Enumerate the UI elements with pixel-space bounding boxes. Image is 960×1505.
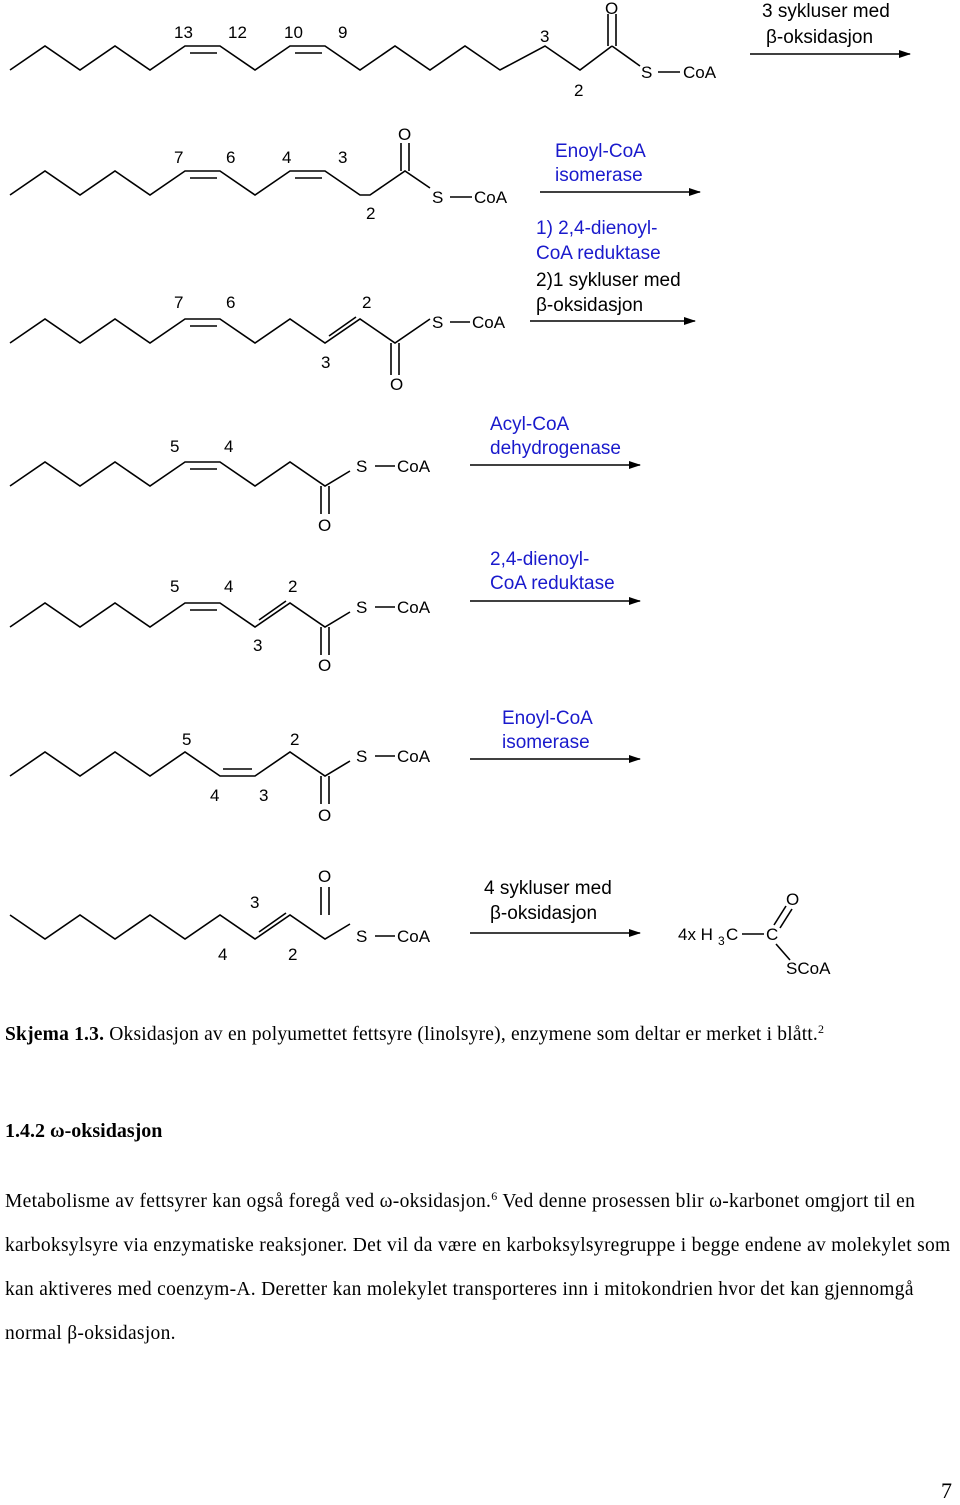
coa-group: CoA	[683, 63, 717, 82]
molecule-intermediate-1	[10, 125, 508, 223]
coa-group: CoA	[397, 747, 431, 766]
enzyme-label: 1) 2,4-dienoyl-	[536, 218, 658, 239]
arrow-label: β-oksidasjon	[766, 27, 874, 48]
enzyme-label: CoA reduktase	[490, 573, 615, 594]
enzyme-label: Enoyl-CoA	[502, 708, 593, 729]
position-label: 2	[288, 945, 298, 964]
position-label: 3	[540, 27, 550, 46]
sulfur-atom: S	[432, 313, 444, 332]
molecule-linoleoyl-coa	[10, 0, 717, 100]
position-label: 3	[338, 148, 348, 167]
coa-group: CoA	[397, 457, 431, 476]
position-label: 5	[170, 437, 180, 456]
position-label: 7	[174, 293, 184, 312]
oxygen-atom: O	[605, 0, 619, 18]
position-label: 3	[321, 353, 331, 372]
position-label: 2	[366, 204, 376, 223]
molecule-intermediate-2	[10, 293, 506, 394]
subscript: 3	[718, 934, 725, 948]
molecule-intermediate-6	[10, 867, 431, 964]
oxygen-atom: O	[318, 867, 332, 886]
enzyme-label: CoA reduktase	[536, 243, 661, 264]
position-label: 2	[574, 81, 584, 100]
arrow-label: β-oksidasjon	[536, 295, 644, 316]
step-arrow-enoyl-coa-isomerase-1	[540, 141, 700, 192]
enzyme-label: Enoyl-CoA	[555, 141, 646, 162]
oxygen-atom: O	[318, 806, 332, 825]
position-label: 5	[182, 730, 192, 749]
product-label: 4x H	[678, 925, 713, 944]
sulfur-atom: S	[356, 598, 368, 617]
position-label: 7	[174, 148, 184, 167]
sulfur-atom: S	[432, 188, 444, 207]
step-arrow-dienoyl-coa-reductase-2	[470, 549, 640, 601]
molecule-intermediate-3	[10, 437, 431, 535]
arrow-label: 4 sykluser med	[484, 878, 612, 899]
enzyme-label: 2,4-dienoyl-	[490, 549, 590, 570]
position-label: 2	[288, 577, 298, 596]
coa-group: CoA	[397, 598, 431, 617]
oxygen-atom: O	[318, 516, 332, 535]
enzyme-label: Acyl-CoA	[490, 414, 570, 435]
body-text-part: Ved denne prosessen blir ω-karbonet omgjort til en karboksylsyre via enzymatiske reaksjoner. Det vil da være en karboksylsyregruppe i begge endene av molekylet som kan aktiveres med coenzym-A. Deretter kan molekylet transporteres inn i mitokondrien hvor det kan gjennomgå normal β-oksidasjon.	[5, 1191, 951, 1344]
molecule-intermediate-4	[10, 577, 431, 675]
position-label: 4	[218, 945, 228, 964]
carbon-atom: C	[726, 925, 739, 944]
position-label: 3	[253, 636, 263, 655]
body-text-part: Metabolisme av fettsyrer kan også foregå ved ω-oksidasjon.	[5, 1191, 492, 1212]
enzyme-label: isomerase	[555, 165, 643, 186]
scoa-group: SCoA	[786, 959, 831, 978]
oxygen-atom: O	[786, 890, 800, 909]
step-arrow-enoyl-coa-isomerase-2	[470, 708, 640, 759]
sulfur-atom: S	[356, 927, 368, 946]
position-label: 4	[224, 437, 234, 456]
coa-group: CoA	[474, 188, 508, 207]
oxygen-atom: O	[398, 125, 412, 144]
enzyme-label: dehydrogenase	[490, 438, 621, 459]
step-arrow-beta-oxidation-3	[750, 1, 910, 54]
caption-text: Oksidasjon av en polyumettet fettsyre (linolsyre), enzymene som deltar er merket i blått.	[104, 1024, 819, 1045]
sulfur-atom: S	[356, 457, 368, 476]
arrow-label: 2)1 sykluser med	[536, 270, 681, 291]
position-label: 6	[226, 148, 236, 167]
page-number: 7	[941, 1478, 952, 1503]
reference-superscript: 6	[491, 1189, 498, 1203]
position-label: 2	[290, 730, 300, 749]
sulfur-atom: S	[356, 747, 368, 766]
position-label: 3	[250, 893, 260, 912]
body-paragraph	[5, 1180, 953, 1356]
figure-caption	[5, 1015, 955, 1055]
sulfur-atom: S	[641, 63, 653, 82]
step-arrow-dienoyl-coa-reductase-1	[530, 218, 695, 321]
position-label: 6	[226, 293, 236, 312]
position-label: 5	[170, 577, 180, 596]
arrow-label: β-oksidasjon	[490, 903, 598, 924]
step-arrow-acyl-coa-dehydrogenase	[470, 414, 640, 465]
coa-group: CoA	[472, 313, 506, 332]
position-label: 4	[210, 786, 220, 805]
coa-group: CoA	[397, 927, 431, 946]
position-label: 2	[362, 293, 372, 312]
oxygen-atom: O	[390, 375, 404, 394]
carbon-atom: C	[766, 925, 779, 944]
position-label: 12	[228, 23, 247, 42]
reference-superscript: 2	[818, 1022, 825, 1036]
position-label: 9	[338, 23, 348, 42]
product-acetyl-coa	[678, 890, 831, 978]
position-label: 4	[224, 577, 234, 596]
position-label: 4	[282, 148, 292, 167]
position-label: 3	[259, 786, 269, 805]
enzyme-label: isomerase	[502, 732, 590, 753]
caption-label: Skjema 1.3.	[5, 1024, 105, 1045]
molecule-intermediate-5	[10, 730, 431, 825]
step-arrow-beta-oxidation-4	[470, 878, 640, 933]
position-label: 13	[174, 23, 193, 42]
arrow-label: 3 sykluser med	[762, 1, 890, 22]
section-heading: 1.4.2 ω-oksidasjon	[5, 1120, 163, 1142]
position-label: 10	[284, 23, 303, 42]
oxygen-atom: O	[318, 656, 332, 675]
